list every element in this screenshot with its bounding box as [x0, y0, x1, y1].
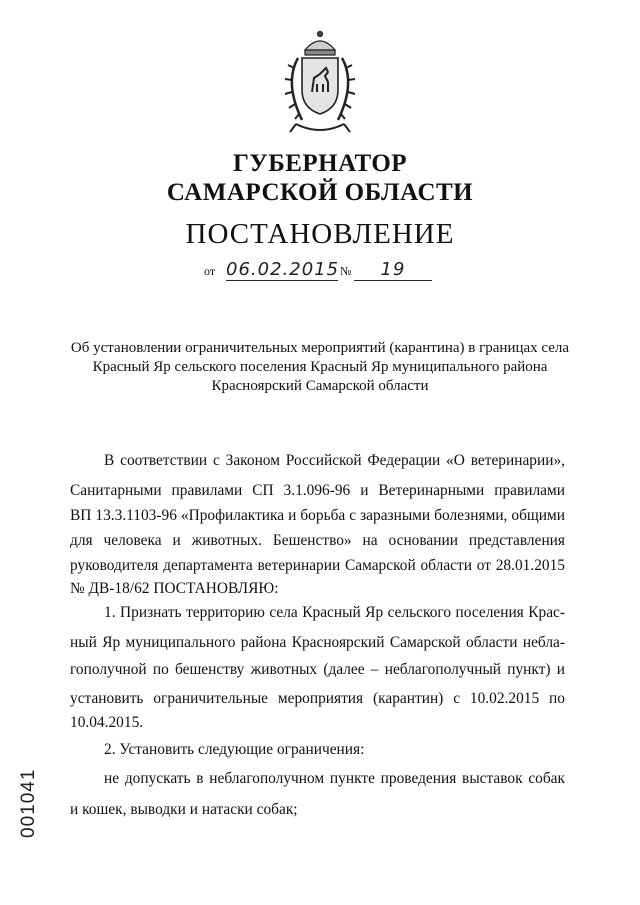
body-line: для человека и животных. Бешенство» на основании представления	[70, 532, 565, 549]
date-prefix: от	[204, 264, 216, 278]
body-line: руководителя департамента ветеринарии Самарской области от 28.01.2015	[70, 557, 565, 574]
document-type-title: ПОСТАНОВЛЕНИЕ	[185, 218, 455, 250]
date-number-line	[204, 258, 444, 284]
body-line: 1. Признать территорию села Красный Яр сельского поселения Крас-	[104, 604, 565, 621]
body-line: № ДВ-18/62 ПОСТАНОВЛЯЮ:	[70, 580, 279, 597]
handwritten-number: 19	[354, 260, 432, 281]
authority-title-line2: САМАРСКОЙ ОБЛАСТИ	[166, 179, 474, 206]
body-line: гополучной по бешенству животных (далее – неблагополучный пункт) и	[70, 661, 565, 678]
body-line: 2. Установить следующие ограничения:	[104, 741, 365, 758]
number-prefix: №	[340, 264, 352, 278]
document-subject: Об установлении ограничительных мероприятий (карантина) в границах села Красный Яр сельского поселения Красный Яр муниципального района Красноярский Самарской области	[70, 340, 570, 394]
handwritten-date: 06.02.2015	[226, 259, 340, 280]
body-line: ВП 13.3.1103-96 «Профилактика и борьба с заразными болезнями, общими	[70, 507, 565, 524]
body-line: Санитарными правилами СП 3.1.096-96 и Ветеринарными правилами	[70, 482, 565, 499]
body-line: ный Яр муниципального района Красноярский Самарской области небла-	[70, 634, 565, 651]
body-line: установить ограничительные мероприятия (карантин) с 10.02.2015 по	[70, 690, 565, 707]
coat-of-arms-emblem	[270, 28, 370, 143]
body-line: В соответствии с Законом Российской Федерации «О ветеринарии»,	[104, 452, 565, 469]
body-line: 10.04.2015.	[70, 714, 144, 731]
body-line: не допускать в неблагополучном пункте проведения выставок собак	[104, 770, 565, 787]
authority-title-line1: ГУБЕРНАТОР	[232, 150, 408, 177]
body-line: и кошек, выводки и натаски собак;	[70, 801, 298, 818]
margin-page-stamp: 001041	[18, 768, 39, 838]
